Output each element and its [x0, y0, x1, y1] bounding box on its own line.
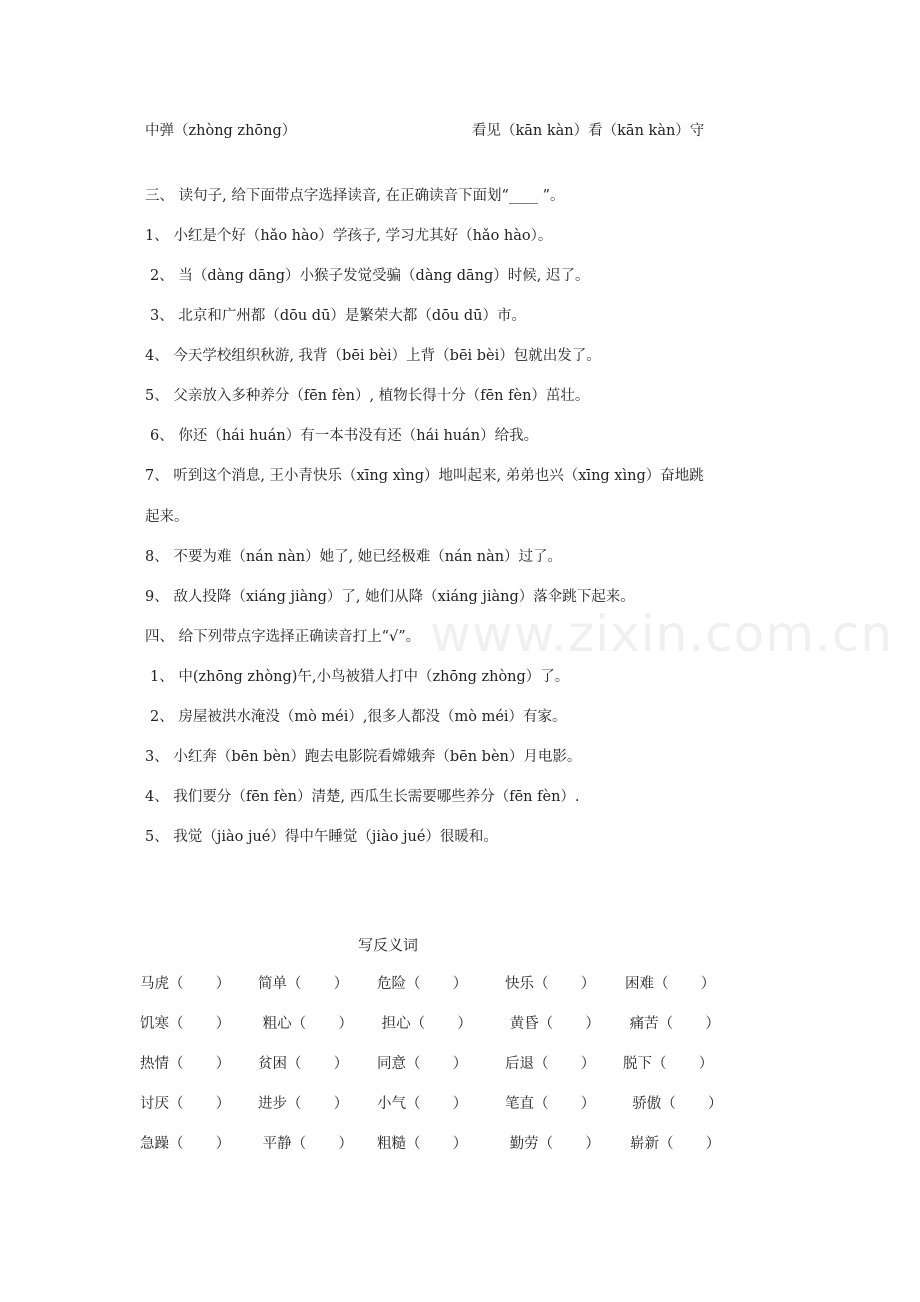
antonym-item: 简单（ ）	[258, 976, 349, 992]
antonym-row	[140, 1052, 780, 1072]
text-line: 3、 小红奔（bēn bèn）跑去电影院看嫦娥奔（bēn bèn）月电影。	[145, 749, 582, 765]
text-line: 1、 小红是个好（hǎo hào）学孩子, 学习尤其好（hǎo hào）。	[145, 228, 553, 244]
antonym-item: 热情（ ）	[140, 1056, 231, 1072]
antonym-row	[140, 1132, 780, 1152]
text-line: 中弹（zhòng zhōng）	[145, 123, 297, 139]
text-line: 4、 我们要分（fēn fèn）清楚, 西瓜生长需要哪些养分（fēn fèn）.	[145, 789, 580, 805]
antonym-item: 讨厌（ ）	[140, 1096, 231, 1112]
section-heading: 三、 读句子, 给下面带点字选择读音, 在正确读音下面划“____ ”。	[145, 188, 565, 204]
antonym-row	[140, 972, 780, 992]
text-line: 9、 敌人投降（xiáng jiàng）了, 她们从降（xiáng jiàng）落伞跳下起来。	[145, 589, 635, 605]
antonym-item: 马虎（ ）	[140, 976, 231, 992]
text-line: 2、 当（dàng dāng）小猴子发觉受骗（dàng dāng）时候, 迟了。	[150, 268, 590, 284]
text-line: 7、 听到这个消息, 王小青快乐（xīng xìng）地叫起来, 弟弟也兴（xīng xìng）奋地跳	[145, 468, 704, 484]
text-line: 6、 你还（hái huán）有一本书没有还（hái huán）给我。	[150, 428, 539, 444]
antonym-item: 脱下（ ）	[623, 1056, 714, 1072]
antonym-item: 黄昏（ ）	[505, 1016, 600, 1032]
antonym-item: 担心（ ）	[377, 1016, 472, 1032]
section-heading: 四、 给下列带点字选择正确读音打上“√”。	[145, 629, 421, 645]
antonym-row	[140, 1092, 780, 1112]
antonym-item: 进步（ ）	[258, 1096, 349, 1112]
text-line: 8、 不要为难（nán nàn）她了, 她已经极难（nán nàn）过了。	[145, 549, 563, 565]
antonym-item: 饥寒（ ）	[140, 1016, 231, 1032]
text-line: 2、 房屋被洪水淹没（mò méi）,很多人都没（mò méi）有家。	[150, 709, 567, 725]
antonym-item: 困难（ ）	[625, 976, 716, 992]
antonym-item: 痛苦（ ）	[625, 1016, 720, 1032]
antonym-item: 急躁（ ）	[140, 1136, 231, 1152]
text-line: 4、 今天学校组织秋游, 我背（bēi bèi）上背（bēi bèi）包就出发了。	[145, 348, 601, 364]
antonym-item: 粗糙（ ）	[377, 1136, 468, 1152]
text-line: 5、 父亲放入多种养分（fēn fèn）, 植物长得十分（fēn fèn）茁壮。	[145, 388, 590, 404]
text-line: 5、 我觉（jiào jué）得中午睡觉（jiào jué）很暖和。	[145, 829, 498, 845]
antonym-item: 快乐（ ）	[505, 976, 596, 992]
antonym-title: 写反义词	[358, 936, 419, 954]
antonym-row	[140, 1012, 780, 1032]
antonym-item: 笔直（ ）	[505, 1096, 596, 1112]
text-line: 1、 中(zhōng zhòng)午,小鸟被猎人打中（zhōng zhòng）了。	[150, 669, 570, 685]
antonym-item: 后退（ ）	[505, 1056, 596, 1072]
antonym-item: 平静（ ）	[258, 1136, 353, 1152]
text-line: 看见（kān kàn）看（kān kàn）守	[472, 123, 705, 139]
antonym-item: 骄傲（ ）	[623, 1096, 723, 1112]
watermark: www.zixin.com.cn	[430, 605, 894, 663]
text-line: 3、 北京和广州都（dōu dū）是繁荣大都（dōu dū）市。	[150, 308, 526, 324]
antonym-item: 危险（ ）	[377, 976, 468, 992]
antonym-item: 粗心（ ）	[258, 1016, 353, 1032]
antonym-item: 崭新（ ）	[630, 1136, 721, 1152]
antonym-item: 贫困（ ）	[258, 1056, 349, 1072]
antonym-item: 勤劳（ ）	[505, 1136, 600, 1152]
antonym-item: 小气（ ）	[377, 1096, 468, 1112]
text-line: 起来。	[145, 509, 189, 525]
antonym-item: 同意（ ）	[377, 1056, 468, 1072]
